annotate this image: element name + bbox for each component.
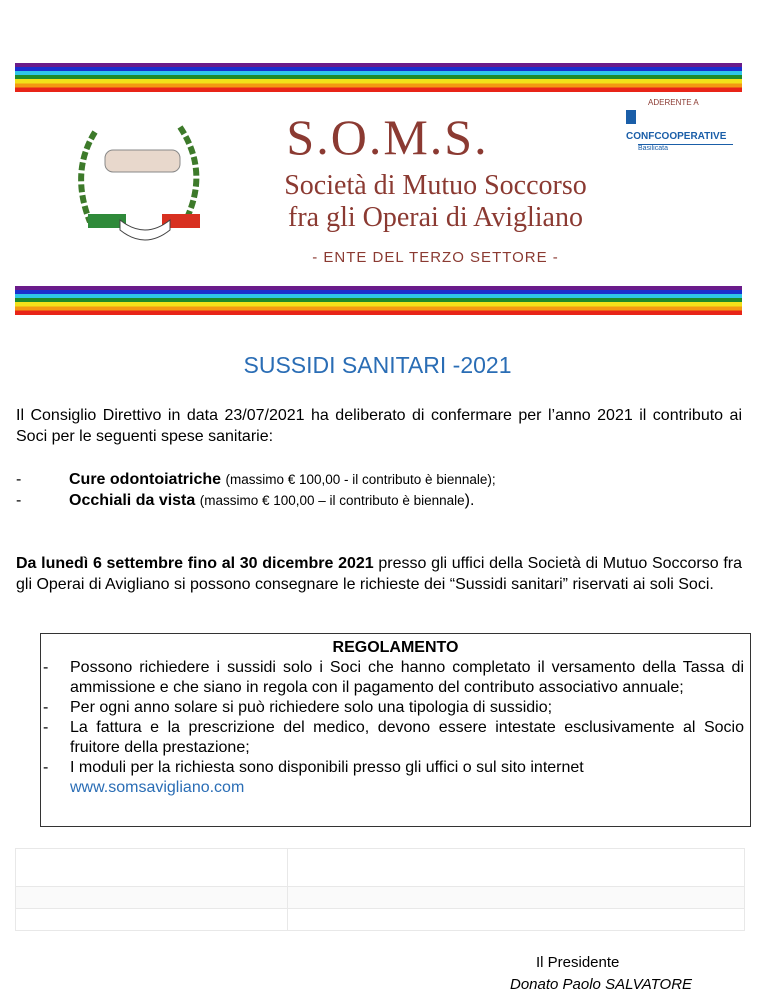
table-cell [16,887,288,909]
rule-item: - Possono richiedere i sussidi solo i Soci che hanno completato il versamento della Tassa di ammissione e che siano in regola con il pagamento del contributo associativo annuale; [43,659,744,696]
rule-item: - La fattura e la prescrizione del medico, devono essere intestate esclusivamente al Socio fruitore della prestazione; [43,719,744,756]
table-cell [288,849,745,887]
confcooperative-logo: CONFCOOPERATIVE Basilicata [626,108,736,136]
signature-role: Il Presidente [536,954,620,971]
rainbow-band-top [15,63,742,92]
website-link[interactable]: www.somsavigliano.com [70,779,245,796]
org-subtitle: - ENTE DEL TERZO SETTORE - [312,249,559,266]
table-cell [16,909,288,931]
table-cell [288,887,745,909]
regolamento-title: REGOLAMENTO [332,639,459,656]
rule-item: - I moduli per la richiesta sono disponibili presso gli uffici o sul sito internet www.somsavigliano.com [43,759,584,796]
list-item: - Cure odontoiatriche (massimo € 100,00 - il contributo è biennale); [16,471,496,488]
regolamento-box [40,633,751,827]
period-paragraph: Da lunedì 6 settembre fino al 30 dicembre 2021 presso gli uffici della Società di Mutuo Soccorso fra gli Operai di Avigliano si possono consegnare le richieste dei “Sussidi sanitari” riservati ai soli Soci. [16,555,742,593]
signature-name: Donato Paolo SALVATORE [510,976,693,993]
table-cell [16,849,288,887]
document-title: SUSSIDI SANITARI -2021 [243,352,512,378]
org-name-line2: fra gli Operai di Avigliano [288,202,583,233]
empty-table [15,848,745,931]
org-name-line1: Società di Mutuo Soccorso [284,170,587,201]
aderente-label: ADERENTE A [648,98,699,107]
org-acronym: S.O.M.S. [286,109,489,165]
table-cell [288,909,745,931]
intro-paragraph: Il Consiglio Direttivo in data 23/07/2021 ha deliberato di confermare per l’anno 2021 il contributo ai Soci per le seguenti spese sanitarie: [16,407,742,445]
rule-item: - Per ogni anno solare si può richiedere solo una tipologia di sussidio; [43,699,553,716]
list-item: - Occhiali da vista (massimo € 100,00 – il contributo è biennale). [16,492,475,509]
rainbow-band-bottom [15,286,742,315]
